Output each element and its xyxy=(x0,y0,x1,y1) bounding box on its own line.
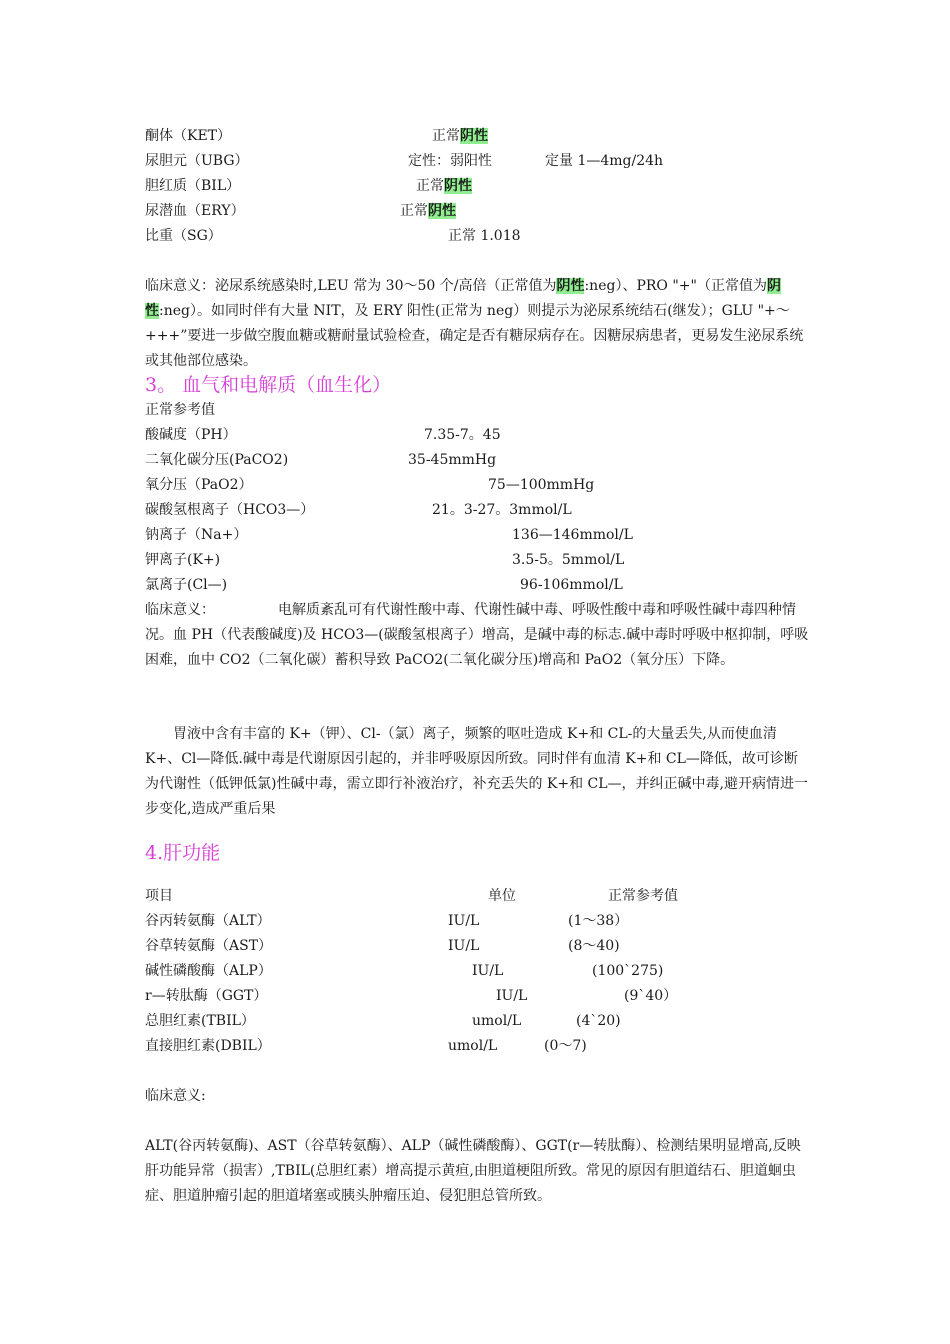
urine-row-sg xyxy=(145,225,521,247)
table-row: r—转肽酶（GGT） IU/L (9`40） xyxy=(145,988,678,1004)
urine-clinical-meaning: 临床意义：泌尿系统感染时,LEU 常为 30～50 个/高倍（正常值为阴性:neg）、PRO "+"（正常值为阴性:neg）。如同时伴有大量 NIT，及 ERY 阳性(正常为 neg）则提示为泌尿系统结石(继发）；GLU "+～+++”要进一步做空腹血糖或糖耐量试验检查，确定是否有糖尿病存在。因糖尿病患者，更易发生泌尿系统或其他部位感染。 xyxy=(145,278,804,369)
item-value: 正常阴性 xyxy=(400,203,456,219)
blood-gas-row: 碳酸氢根离子（HCO3—） 21。3-27。3mmol/L xyxy=(145,502,572,518)
table-row: 碱性磷酸酶（ALP） IU/L (100`275) xyxy=(145,963,664,979)
item-name: 尿胆元（UBG） xyxy=(145,153,249,169)
item-name: 比重（SG） xyxy=(145,228,222,244)
item-name: 胆红质（BIL） xyxy=(145,178,241,194)
item-value: 正常阴性 xyxy=(432,128,488,144)
table-row: 总胆红素(TBIL） umol/L (4`20) xyxy=(145,1013,621,1029)
section3-ref-label: 正常参考值 xyxy=(145,402,215,418)
table-row: 直接胆红素(DBIL） umol/L (0～7) xyxy=(145,1038,587,1054)
blood-gas-row: 二氧化碳分压(PaCO2) 35-45mmHg xyxy=(145,452,497,468)
item-name: 尿潜血（ERY） xyxy=(145,203,245,219)
section4-title: 4.肝功能 xyxy=(145,842,221,864)
urine-row-bil xyxy=(145,175,472,197)
item-name: 酮体（KET） xyxy=(145,128,232,144)
blood-gas-row: 氯离子(Cl—) 96-106mmol/L xyxy=(145,577,623,593)
section4-meaning-label: 临床意义: xyxy=(145,1088,206,1104)
item-value: 定性：弱阳性 xyxy=(408,153,492,169)
blood-gas-row: 钠离子（Na+） 136—146mmol/L xyxy=(145,527,633,543)
blood-gas-row: 钾离子(K+) 3.5-5。5mmol/L xyxy=(145,552,625,568)
item-value: 正常 1.018 xyxy=(448,228,521,244)
urine-row-ubg xyxy=(145,150,664,172)
item-value-2: 定量 1—4mg/24h xyxy=(545,153,664,169)
table-row: 谷草转氨酶（AST） IU/L (8～40) xyxy=(145,938,620,954)
item-value: 正常阴性 xyxy=(416,178,472,194)
table-header: 项目 单位 正常参考值 xyxy=(145,888,678,904)
section3-title: 3。 血气和电解质（血生化） xyxy=(145,374,392,396)
blood-gas-row: 氧分压（PaO2） 75—100mmHg xyxy=(145,477,595,493)
urine-row-ery xyxy=(145,200,456,222)
section3-clinical-meaning: 临床意义： 电解质紊乱可有代谢性酸中毒、代谢性碱中毒、呼吸性酸中毒和呼吸性碱中毒四种情况。血 PH（代表酸碱度)及 HCO3—(碳酸氢根离子）增高，是碱中毒的标志.碱中毒时呼吸中枢抑制，呼吸困难，血中 CO2（二氧化碳）蓄积导致 PaCO2(二氧化碳分压)增高和 PaO2（氧分压）下降。 xyxy=(145,602,809,668)
table-row: 谷丙转氨酶（ALT） IU/L (1～38） xyxy=(145,913,629,929)
blood-gas-row: 酸碱度（PH） 7.35-7。45 xyxy=(145,427,501,443)
section3-case-paragraph: 胃液中含有丰富的 K+（钾）、Cl-（氯）离子，频繁的呕吐造成 K+和 CL-的大量丢失,从而使血清 K+、Cl—降低.碱中毒是代谢原因引起的，并非呼吸原因所致。同时伴有血清 K+和 CL—降低，故可诊断为代谢性（低钾低氯)性碱中毒，需立即行补液治疗，补充丢失的 K+和 CL—，并纠正碱中毒,避开病情进一步变化,造成严重后果 xyxy=(145,726,809,817)
section4-clinical-meaning: ALT(谷丙转氨酶)、AST（谷草转氨酶）、ALP（碱性磷酸酶）、GGT(r—转肽酶）、检测结果明显增高,反映肝功能异常（损害）,TBIL(总胆红素）增高提示黄疸,由胆道梗阻所致。常见的原因有胆道结石、胆道蛔虫症、胆道肿瘤引起的胆道堵塞或胰头肿瘤压迫、侵犯胆总管所致。 xyxy=(145,1138,801,1204)
urine-row-ket xyxy=(145,125,488,147)
